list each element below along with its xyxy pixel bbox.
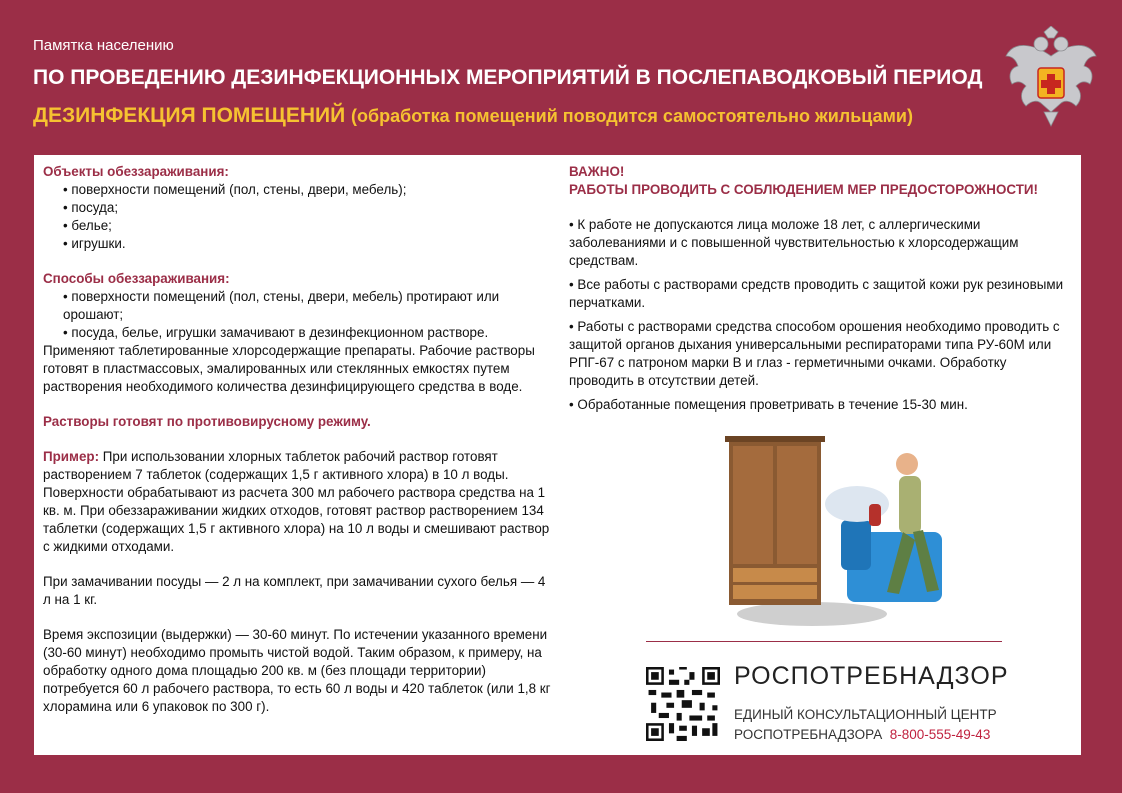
important-label: ВАЖНО! [569, 164, 625, 179]
eagle-emblem-icon [1004, 26, 1098, 130]
objects-title: Объекты обеззараживания: [43, 164, 229, 179]
soaking-text: При замачивании посуды — 2 л на комплект, при замачивании сухого белья — 4 л на 1 кг. [43, 574, 546, 607]
page-subtitle [33, 104, 913, 128]
list-item: • посуда; [63, 200, 119, 215]
method-2: • посуда, белье, игрушки замачивают в дезинфекционном растворе. [63, 325, 489, 340]
list-item: • белье; [63, 218, 112, 233]
rule-item: • Все работы с растворами средств проводить с защитой кожи рук резиновыми перчатками. [569, 277, 1064, 310]
list-item: • игрушки. [63, 236, 126, 251]
center-line-1: ЕДИНЫЙ КОНСУЛЬТАЦИОННЫЙ ЦЕНТР [734, 707, 997, 722]
footer-divider [646, 641, 1002, 642]
disinfection-illustration [717, 432, 947, 632]
methods-title: Способы обеззараживания: [43, 271, 230, 286]
rule-item: • Работы с растворами средства способом орошения необходимо проводить с защитой органов дыхания универсальными респираторами типа РУ-60М или РПГ-67 с патроном марки В и глаз - герметичными очками. Обработку проводить в отсутствии детей. [569, 319, 1060, 388]
right-column [569, 163, 1074, 414]
warning-label: РАБОТЫ ПРОВОДИТЬ С СОБЛЮДЕНИЕМ МЕР ПРЕДОСТОРОЖНОСТИ! [569, 182, 1038, 197]
rule-item: • К работе не допускаются лица моложе 18 лет, с аллергическими заболеваниями и с повышенной чувствительностью к хлорсодержащим средствам. [569, 217, 1019, 268]
methods-text: Применяют таблетированные хлорсодержащие препараты. Рабочие растворы готовят в пластмассовых, эмалированных или стеклянных емкостях путем растворения необходимого количества дезинфицирующего средства в воде. [43, 343, 535, 394]
center-line-2-text: РОСПОТРЕБНАДЗОРА [734, 727, 883, 742]
method-1: • поверхности помещений (пол, стены, двери, мебель) протирают или орошают; [63, 289, 500, 322]
brand-name: РОСПОТРЕБНАДЗОР [734, 662, 1009, 690]
example-label: Пример: [43, 449, 100, 464]
subtitle-main: ДЕЗИНФЕКЦИЯ ПОМЕЩЕНИЙ [33, 104, 346, 127]
exposure-text: Время экспозиции (выдержки) — 30-60 минут. По истечении указанного времени (30-60 минут) необходимо промыть чистой водой. Таким образом, к примеру, на обработку одного дома площадью 200 кв. м (без площади территории) потребуется 60 л рабочего раствора, то есть 60 л воды и 420 таблеток (или 1,8 кг хлорамина или 6 упаковок по 300 г). [43, 627, 551, 714]
left-column [43, 163, 553, 716]
rule-item: • Обработанные помещения проветривать в течение 15-30 мин. [569, 397, 968, 412]
example-text: При использовании хлорных таблеток рабочий раствор готовят растворением 7 таблеток (содержащих 1,5 г активного хлора) в 10 л воды. Поверхности обрабатывают из расчета 300 мл рабочего раствора средства на 1 кв. м. При обеззараживании жидких отходов, готовят раствор растворением 134 таблетки (содержащих 1,5 г активного хлора) на 10 л воды и смешивают раствор с жидкими отходами. [43, 449, 550, 554]
subtitle-paren: (обработка помещений поводится самостоятельно жильцами) [351, 106, 913, 126]
list-item: • поверхности помещений (пол, стены, двери, мебель); [63, 182, 407, 197]
example-paragraph [43, 448, 553, 556]
solutions-title: Растворы готовят по противовирусному режиму. [43, 414, 371, 429]
qr-code-icon[interactable] [646, 667, 720, 741]
content-panel [34, 155, 1081, 755]
page-title: ПО ПРОВЕДЕНИЮ ДЕЗИНФЕКЦИОННЫХ МЕРОПРИЯТИЙ В ПОСЛЕПАВОДКОВЫЙ ПЕРИОД [33, 66, 983, 89]
top-label: Памятка населению [33, 37, 174, 54]
phone-number[interactable]: 8-800-555-49-43 [889, 727, 991, 742]
objects-list [43, 181, 553, 253]
center-line-2 [734, 727, 990, 742]
